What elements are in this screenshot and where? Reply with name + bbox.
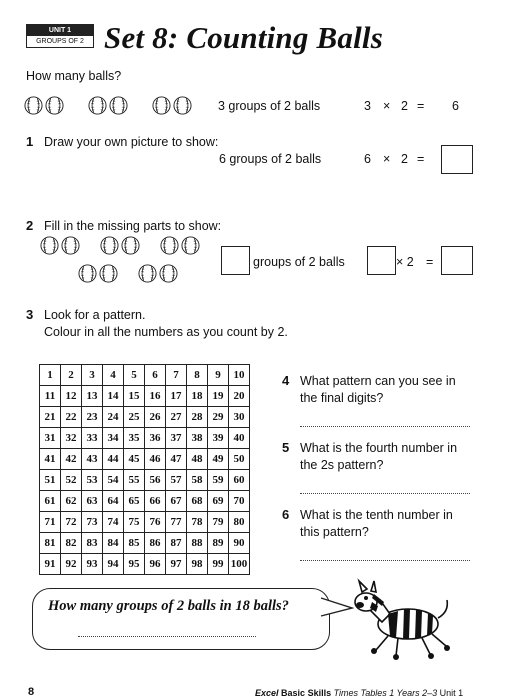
grid-cell[interactable]: 74 [103,512,124,533]
grid-cell[interactable]: 21 [40,407,61,428]
grid-cell[interactable]: 52 [61,470,82,491]
intro-eq-b: 2 [401,99,408,113]
grid-cell[interactable]: 40 [229,428,250,449]
grid-row [40,386,250,407]
q1-eq-eq: = [417,152,425,166]
grid-cell[interactable]: 58 [187,470,208,491]
grid-cell[interactable]: 100 [229,554,250,575]
grid-cell[interactable]: 47 [166,449,187,470]
grid-cell[interactable]: 22 [61,407,82,428]
q5-number: 5 [282,440,290,455]
grid-cell[interactable]: 38 [187,428,208,449]
ball-icon [99,264,118,283]
grid-cell[interactable]: 5 [124,365,145,386]
grid-row [40,512,250,533]
q2-groups-box[interactable] [221,246,250,275]
grid-cell[interactable]: 87 [166,533,187,554]
grid-cell[interactable]: 79 [208,512,229,533]
grid-cell[interactable]: 25 [124,407,145,428]
q1-answer-box[interactable] [441,145,473,174]
grid-cell[interactable]: 14 [103,386,124,407]
grid-cell[interactable]: 73 [82,512,103,533]
grid-cell[interactable]: 45 [124,449,145,470]
bubble-answer-line[interactable] [78,636,256,637]
q1-eq-b: 2 [401,152,408,166]
q5-answer-line[interactable] [300,493,470,494]
q3-line2: Colour in all the numbers as you count by 2. [44,325,288,339]
grid-cell[interactable]: 65 [124,491,145,512]
ball-icon [45,96,64,115]
q1-sentence: 6 groups of 2 balls [219,152,322,166]
grid-row [40,470,250,491]
q2-instruction: Fill in the missing parts to show: [44,219,222,233]
grid-cell[interactable]: 72 [61,512,82,533]
grid-cell[interactable]: 93 [82,554,103,575]
grid-cell[interactable]: 3 [82,365,103,386]
q5-line1: What is the fourth number in [300,441,458,455]
grid-cell[interactable]: 98 [187,554,208,575]
unit-label: UNIT 1 [27,25,93,36]
grid-cell[interactable]: 43 [82,449,103,470]
intro-sentence: 3 groups of 2 balls [218,99,321,113]
zebra-icon [352,578,452,660]
grid-cell[interactable]: 10 [229,365,250,386]
q2-balls [40,236,220,290]
grid-cell[interactable]: 30 [229,407,250,428]
grid-cell[interactable]: 4 [103,365,124,386]
grid-cell[interactable]: 32 [61,428,82,449]
grid-cell[interactable]: 81 [40,533,61,554]
intro-eq-op: × [383,99,391,113]
footer-brand: Excel [255,688,279,698]
speech-bubble-tail [320,596,354,620]
grid-cell[interactable]: 94 [103,554,124,575]
page-title: Set 8: Counting Balls [104,20,383,55]
ball-icon [173,96,192,115]
grid-cell[interactable]: 91 [40,554,61,575]
grid-cell[interactable]: 90 [229,533,250,554]
grid-cell[interactable]: 67 [166,491,187,512]
grid-cell[interactable]: 68 [187,491,208,512]
grid-cell[interactable]: 50 [229,449,250,470]
intro-answer: 6 [452,99,459,113]
grid-cell[interactable]: 6 [145,365,166,386]
grid-cell[interactable]: 20 [229,386,250,407]
q1-number: 1 [26,134,34,149]
grid-cell[interactable]: 41 [40,449,61,470]
grid-cell[interactable]: 62 [61,491,82,512]
grid-cell[interactable]: 36 [145,428,166,449]
q1-instruction: Draw your own picture to show: [44,135,219,149]
grid-cell[interactable]: 88 [187,533,208,554]
intro-eq-eq: = [417,99,425,113]
grid-cell[interactable]: 24 [103,407,124,428]
grid-cell[interactable]: 54 [103,470,124,491]
unit-badge [26,24,94,48]
grid-cell[interactable]: 66 [145,491,166,512]
grid-row [40,554,250,575]
grid-cell[interactable]: 92 [61,554,82,575]
grid-cell[interactable]: 51 [40,470,61,491]
grid-row [40,491,250,512]
grid-cell[interactable]: 35 [124,428,145,449]
grid-cell[interactable]: 7 [166,365,187,386]
q4-answer-line[interactable] [300,426,470,427]
grid-cell[interactable]: 85 [124,533,145,554]
ball-icon [40,236,59,255]
ball-icon [121,236,140,255]
grid-cell[interactable]: 19 [208,386,229,407]
grid-cell[interactable]: 55 [124,470,145,491]
grid-cell[interactable]: 42 [61,449,82,470]
ball-icon [88,96,107,115]
q3-line1: Look for a pattern. [44,308,146,322]
grid-cell[interactable]: 80 [229,512,250,533]
ball-icon [152,96,171,115]
grid-cell[interactable]: 37 [166,428,187,449]
footer-book: Times Tables 1 Years 2–3 [333,688,438,698]
grid-cell[interactable]: 49 [208,449,229,470]
q1-eq-a: 6 [364,152,371,166]
footer-unit: Unit 1 [439,688,464,698]
grid-row [40,428,250,449]
q2-eq-eq: = [426,255,434,269]
grid-cell[interactable]: 61 [40,491,61,512]
grid-cell[interactable]: 46 [145,449,166,470]
q2-eq-op: × 2 [396,255,414,269]
grid-cell[interactable]: 2 [61,365,82,386]
grid-cell[interactable]: 57 [166,470,187,491]
grid-cell[interactable]: 69 [208,491,229,512]
q5-line2: the 2s pattern? [300,458,384,472]
q2-answer-box[interactable] [441,246,473,275]
ball-icon [138,264,157,283]
ball-icon [24,96,43,115]
grid-cell[interactable]: 28 [187,407,208,428]
grid-cell[interactable]: 75 [124,512,145,533]
grid-cell[interactable]: 86 [145,533,166,554]
q6-number: 6 [282,507,290,522]
grid-cell[interactable]: 12 [61,386,82,407]
grid-cell[interactable]: 99 [208,554,229,575]
grid-cell[interactable]: 78 [187,512,208,533]
grid-cell[interactable]: 17 [166,386,187,407]
grid-cell[interactable]: 31 [40,428,61,449]
grid-cell[interactable]: 8 [187,365,208,386]
grid-cell[interactable]: 34 [103,428,124,449]
grid-cell[interactable]: 82 [61,533,82,554]
grid-cell[interactable]: 27 [166,407,187,428]
footer-credit [255,688,463,698]
q6-line2: this pattern? [300,525,369,539]
q6-line1: What is the tenth number in [300,508,453,522]
page-number: 8 [28,686,35,698]
q4-line1: What pattern can you see in [300,374,456,388]
grid-cell[interactable]: 39 [208,428,229,449]
grid-cell[interactable]: 71 [40,512,61,533]
intro-question: How many balls? [26,69,122,83]
footer-series: Basic Skills [281,688,332,698]
grid-cell[interactable]: 33 [82,428,103,449]
q4-line2: the final digits? [300,391,384,405]
q3-number: 3 [26,307,34,322]
ball-icon [109,96,128,115]
q4-number: 4 [282,373,290,388]
grid-row [40,449,250,470]
q2-groups-eq-box[interactable] [367,246,396,275]
grid-cell[interactable]: 26 [145,407,166,428]
hundred-grid [39,364,250,575]
grid-row [40,533,250,554]
grid-cell[interactable]: 56 [145,470,166,491]
grid-cell[interactable]: 95 [124,554,145,575]
grid-cell[interactable]: 18 [187,386,208,407]
grid-cell[interactable]: 60 [229,470,250,491]
grid-cell[interactable]: 53 [82,470,103,491]
grid-cell[interactable]: 16 [145,386,166,407]
grid-cell[interactable]: 97 [166,554,187,575]
q2-sentence: groups of 2 balls [253,255,345,269]
intro-balls [24,95,214,117]
grid-cell[interactable]: 77 [166,512,187,533]
grid-cell[interactable]: 84 [103,533,124,554]
grid-cell[interactable]: 48 [187,449,208,470]
grid-cell[interactable]: 44 [103,449,124,470]
ball-icon [160,236,179,255]
unit-topic: GROUPS OF 2 [36,38,84,45]
ball-icon [100,236,119,255]
grid-cell[interactable]: 15 [124,386,145,407]
ball-icon [159,264,178,283]
grid-cell[interactable]: 64 [103,491,124,512]
ball-icon [181,236,200,255]
grid-cell[interactable]: 70 [229,491,250,512]
grid-cell[interactable]: 13 [82,386,103,407]
grid-cell[interactable]: 23 [82,407,103,428]
grid-cell[interactable]: 11 [40,386,61,407]
q2-number: 2 [26,218,34,233]
intro-eq-a: 3 [364,99,371,113]
q1-eq-op: × [383,152,391,166]
grid-cell[interactable]: 9 [208,365,229,386]
ball-icon [78,264,97,283]
grid-cell[interactable]: 89 [208,533,229,554]
grid-cell[interactable]: 83 [82,533,103,554]
grid-cell[interactable]: 29 [208,407,229,428]
grid-cell[interactable]: 76 [145,512,166,533]
grid-row [40,407,250,428]
grid-row [40,365,250,386]
grid-cell[interactable]: 1 [40,365,61,386]
bubble-question: How many groups of 2 balls in 18 balls? [48,598,289,614]
ball-icon [61,236,80,255]
grid-cell[interactable]: 96 [145,554,166,575]
grid-cell[interactable]: 63 [82,491,103,512]
grid-cell[interactable]: 59 [208,470,229,491]
q6-answer-line[interactable] [300,560,470,561]
